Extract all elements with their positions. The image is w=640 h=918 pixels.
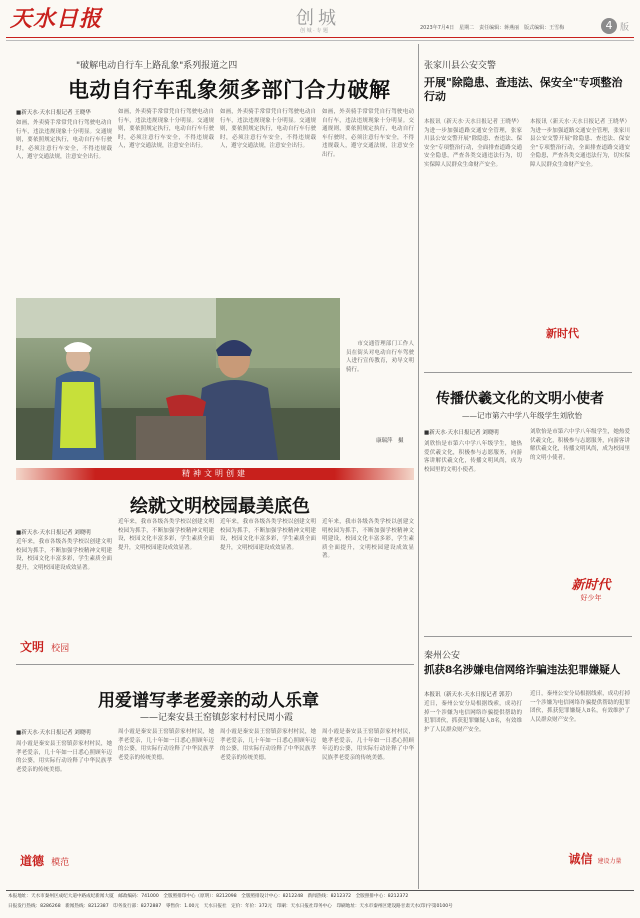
- campus-logo-sub: 校园: [51, 644, 70, 654]
- feature-byline: ■新天水·天水日报记者 刘晓明: [16, 730, 91, 736]
- campus-logo: [20, 636, 110, 656]
- right-mid-col-2: 刘欣怡是市第六中学八年级学生，她热爱伏羲文化，积极参与志愿服务，向游客讲解伏羲文化，传播文明风尚，成为校园里的文明小使者。: [530, 429, 630, 461]
- right-mid-logo: [552, 574, 630, 614]
- masthead-rule-2: [6, 40, 634, 41]
- masthead-section: 创城: [296, 8, 340, 29]
- campus-logo-text: 文明: [20, 640, 45, 654]
- campus-headline: 绘就文明校园最美底色: [130, 496, 310, 517]
- right-bottom-col-1: 近日，秦州公安分局根据线索，成功打掉一个涉嫌为电信网络诈骗提供帮助的犯罪团伙，抓获犯罪嫌疑人8名，有效维护了人民群众财产安全。: [424, 701, 522, 733]
- feature-logo-sub: 模范: [51, 858, 70, 868]
- main-kicker: "破解电动自行车上路乱象"系列报道之四: [76, 61, 238, 71]
- main-col-1: 如画，外卖骑手常常凭自行驾驶电动自行车，违法违规现象十分明显。交通规则，要依照规定执行，电动自行车行驶时，必须注意行车安全，不得违规载人，遵守交通法规，注意安全出行。: [16, 120, 112, 161]
- feature-sub: ——记秦安县王窑镇彭家村村民周小霞: [140, 713, 294, 723]
- column-divider: [418, 44, 419, 889]
- main-col-3: 如画，外卖骑手常常凭自行驾驶电动自行车，违法违规现象十分明显。交通规则，要依照规定执行，电动自行车行驶时，必须注意行车安全，不得违规载人，遵守交通法规，注意安全出行。: [220, 109, 316, 150]
- masthead-date-line: 2023年7月4日 星期二 责任编辑：蒋燕丽 版式编辑：王雪梅: [420, 25, 565, 31]
- masthead-rule: [6, 37, 634, 38]
- photo-caption: 市交通管理部门工作人员在街头对电动自行车驾驶人进行宣传教育，劝导文明骑行。: [346, 341, 414, 373]
- right-bottom-headline: 抓获8名涉嫌电信网络诈骗违法犯罪嫌疑人: [424, 664, 621, 676]
- footer-line-2: 日报发行热线：8286268 新闻热线：8212387 印务发行部：8272887 零售价：1.00元 天水日报社 定价：年价：372元 印刷：天水日报社印务中心 印刷地址：天水市秦州区建设路甘肃天水(印)字第0100号: [8, 904, 453, 909]
- right-divider-1: [424, 372, 632, 373]
- masthead-section-sub: 创 城 · 专 题: [300, 28, 328, 34]
- feature-headline: 用爱谱写孝老爱亲的动人乐章: [98, 691, 319, 711]
- right-mid-byline: ■新天水·天水日报记者 刘晓明: [424, 430, 499, 436]
- footer-line-1: 本报地址：天水市秦州区成纪大道中路成纪新闻大厦 邮政编码：741000 全版照排印中心（原明）：8212098 全版照排设计中心：8212248 新闻热线：8212372 全版照排中心：8212372: [8, 894, 409, 899]
- feature-col-4: 周小霞是秦安县王窑镇彭家村村民，她孝老爱亲，几十年如一日悉心照顾年迈的公婆，用实际行动诠释了中华民族孝老爱亲的传统美德。: [322, 729, 414, 761]
- right-bottom-byline: 本报讯（新天水·天水日报记者 郭芳）: [424, 692, 516, 698]
- feature-logo: [20, 850, 110, 870]
- right-top-headline: 开展"除隐患、查违法、保安全"专项整治行动: [424, 76, 623, 103]
- feature-logo-text: 道德: [20, 854, 45, 868]
- civic-banner-label: 精神文明创建: [182, 469, 248, 478]
- campus-col-2: 近年来，我市各级各类学校以创建文明校园为抓手，不断加强学校精神文明建设，校园文化丰富多彩，学生素质全面提升，文明校园建设成效显著。: [118, 519, 214, 551]
- right-mid-headline: 传播伏羲文化的文明小使者: [436, 391, 604, 407]
- edition-suffix: 版: [620, 23, 630, 33]
- right-bottom-logo-sub: 建设力量: [597, 858, 622, 865]
- right-bottom-logo: [560, 848, 630, 878]
- right-top-kicker: 张家川县公安交警: [424, 61, 497, 71]
- main-headline: 电动自行车乱象须多部门合力破解: [68, 77, 391, 102]
- campus-col-4: 近年来，我市各级各类学校以创建文明校园为抓手，不断加强学校精神文明建设，校园文化丰富多彩，学生素质全面提升，文明校园建设成效显著。: [322, 519, 414, 560]
- right-mid-logo-text: 新时代: [571, 578, 611, 593]
- feature-col-3: 周小霞是秦安县王窑镇彭家村村民，她孝老爱亲，几十年如一日悉心照顾年迈的公婆，用实际行动诠释了中华民族孝老爱亲的传统美德。: [220, 729, 316, 761]
- right-bottom-logo-text: 诚信: [568, 852, 593, 866]
- photo-credit: 康瑞萍 摄: [376, 438, 404, 444]
- edition-badge: 4: [601, 18, 617, 34]
- main-photo: [16, 298, 340, 460]
- right-top-col-1: 本报讯（新天水·天水日报记者 王晓华）为进一步加强道路交通安全管理，张家川县公安交警开展"除隐患、查违法、保安全"专项整治行动，全面排查道路交通安全隐患，严查各类交通违法行为，切实保障人民群众生命财产安全。: [424, 119, 522, 168]
- campus-col-3: 近年来，我市各级各类学校以创建文明校园为抓手，不断加强学校精神文明建设，校园文化丰富多彩，学生素质全面提升，文明校园建设成效显著。: [220, 519, 316, 551]
- footer-rule: [6, 890, 634, 891]
- campus-byline: ■新天水·天水日报记者 刘晓明: [16, 530, 91, 536]
- right-divider-2: [424, 636, 632, 637]
- masthead-logo: 天水日报: [10, 6, 103, 32]
- right-top-logo-text: 新时代: [546, 327, 579, 340]
- feature-top-rule: [16, 664, 414, 665]
- right-mid-logo-sub: 好少年: [580, 594, 602, 602]
- right-top-col-2: 本报讯（新天水·天水日报记者 王晓华）为进一步加强道路交通安全管理，张家川县公安交警开展"除隐患、查违法、保安全"专项整治行动，全面排查道路交通安全隐患，严查各类交通违法行为，切实保障人民群众生命财产安全。: [530, 119, 630, 168]
- right-mid-col-1: 刘欣怡是市第六中学八年级学生，她热爱伏羲文化，积极参与志愿服务，向游客讲解伏羲文化，传播文明风尚，成为校园里的文明小使者。: [424, 441, 522, 473]
- photo-illustration: [16, 298, 340, 460]
- right-top-logo: [546, 322, 626, 342]
- campus-col-1: 近年来，我市各级各类学校以创建文明校园为抓手，不断加强学校精神文明建设，校园文化丰富多彩，学生素质全面提升，文明校园建设成效显著。: [16, 539, 112, 571]
- main-byline: ■新天水·天水日报记者 王晓华: [16, 110, 91, 116]
- feature-col-1: 周小霞是秦安县王窑镇彭家村村民，她孝老爱亲，几十年如一日悉心照顾年迈的公婆，用实际行动诠释了中华民族孝老爱亲的传统美德。: [16, 741, 112, 773]
- right-bottom-col-2: 近日，秦州公安分局根据线索，成功打掉一个涉嫌为电信网络诈骗提供帮助的犯罪团伙，抓获犯罪嫌疑人8名，有效维护了人民群众财产安全。: [530, 691, 630, 723]
- civic-banner: [16, 468, 414, 480]
- main-col-4: 如画，外卖骑手常常凭自行驾驶电动自行车，违法违规现象十分明显。交通规则，要依照规定执行，电动自行车行驶时，必须注意行车安全，不得违规载人，遵守交通法规，注意安全出行。: [322, 109, 414, 158]
- right-bottom-kicker: 秦州公安: [424, 651, 461, 661]
- right-mid-sub: ——记市第六中学八年级学生刘欣怡: [462, 411, 582, 420]
- main-col-2: 如画，外卖骑手常常凭自行驾驶电动自行车，违法违规现象十分明显。交通规则，要依照规定执行，电动自行车行驶时，必须注意行车安全，不得违规载人，遵守交通法规，注意安全出行。: [118, 109, 214, 150]
- feature-col-2: 周小霞是秦安县王窑镇彭家村村民，她孝老爱亲，几十年如一日悉心照顾年迈的公婆，用实际行动诠释了中华民族孝老爱亲的传统美德。: [118, 729, 214, 761]
